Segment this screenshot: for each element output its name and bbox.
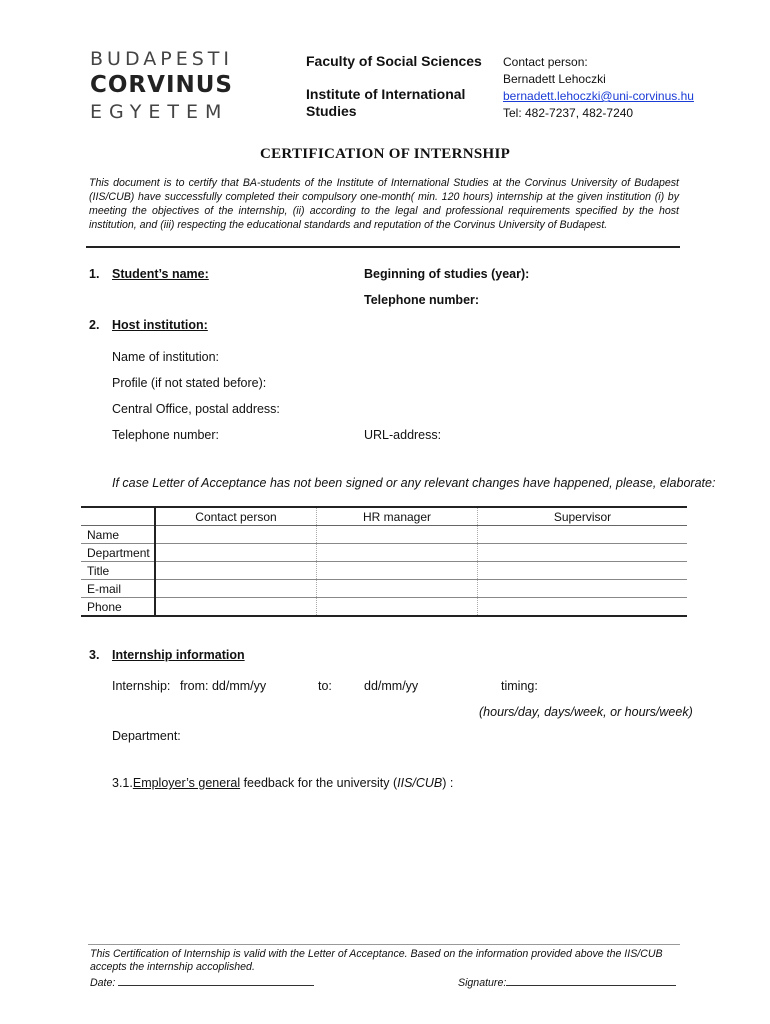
table-header-row xyxy=(81,507,687,526)
internship-to-date: dd/mm/yy xyxy=(364,679,419,693)
table-cell-input[interactable] xyxy=(478,580,688,598)
table-cell-input[interactable] xyxy=(155,562,317,580)
feedback-italic: IIS/CUB xyxy=(397,776,443,790)
table-row xyxy=(81,562,687,580)
validity-note: This Certification of Internship is valid with the Letter of Acceptance. Based on the information provided above the IIS/CUB accepts the internship accoplished. xyxy=(90,948,663,973)
table-cell-input[interactable] xyxy=(478,526,688,544)
institute-name-line2: Studies xyxy=(306,103,357,119)
contacts-table xyxy=(81,506,687,617)
contact-name: Bernadett Lehoczki xyxy=(503,72,606,86)
row-label: E-mail xyxy=(81,580,155,598)
table-header-cell xyxy=(81,507,155,526)
table-cell-input[interactable] xyxy=(317,562,478,580)
feedback-mid: feedback for the university ( xyxy=(240,776,398,790)
table-cell-input[interactable] xyxy=(155,544,317,562)
table-row xyxy=(81,580,687,598)
student-name-label: Student’s name: xyxy=(112,267,209,281)
section1-number: 1. xyxy=(89,267,100,281)
footer-divider xyxy=(88,944,680,945)
faculty-name: Faculty of Social Sciences xyxy=(306,53,482,69)
row-label: Department xyxy=(81,544,155,562)
beginning-of-studies-label: Beginning of studies (year): xyxy=(364,267,530,281)
table-cell-input[interactable] xyxy=(317,544,478,562)
employer-feedback-label xyxy=(112,776,453,790)
signature-field[interactable] xyxy=(506,974,676,986)
timing-label: timing: xyxy=(501,679,538,693)
logo-line-corvinus: CORVINUS xyxy=(90,72,233,98)
internship-from-date: from: dd/mm/yy xyxy=(180,679,267,693)
table-cell-input[interactable] xyxy=(317,580,478,598)
institution-name-label: Name of institution: xyxy=(112,350,219,364)
table-cell-input[interactable] xyxy=(155,526,317,544)
section3-number: 3. xyxy=(89,648,100,662)
institution-profile-label: Profile (if not stated before): xyxy=(112,376,267,390)
timing-hint: (hours/day, days/week, or hours/week) xyxy=(479,705,693,719)
document-title: CERTIFICATION OF INTERNSHIP xyxy=(259,146,511,162)
table-row xyxy=(81,544,687,562)
table-header-cell: Contact person xyxy=(155,507,317,526)
feedback-end: ) : xyxy=(442,776,454,790)
host-institution-heading: Host institution: xyxy=(112,318,208,332)
date-field[interactable] xyxy=(118,974,314,986)
table-cell-input[interactable] xyxy=(478,544,688,562)
table-row xyxy=(81,598,687,617)
internship-to-label: to: xyxy=(318,679,332,693)
table-header-cell: HR manager xyxy=(317,507,478,526)
internship-department-label: Department: xyxy=(112,729,181,743)
contact-telephone: Tel: 482-7237, 482-7240 xyxy=(503,106,634,120)
internship-label: Internship: xyxy=(112,679,171,693)
section2-number: 2. xyxy=(89,318,100,332)
section-divider xyxy=(86,246,680,248)
date-label: Date: xyxy=(90,977,116,989)
table-cell-input[interactable] xyxy=(155,598,317,617)
table-header-cell: Supervisor xyxy=(478,507,688,526)
internship-information-heading: Internship information xyxy=(112,648,245,662)
table-cell-input[interactable] xyxy=(317,526,478,544)
footer-block xyxy=(90,948,690,988)
acceptance-changes-note: If case Letter of Acceptance has not been signed or any relevant changes have happened, please, elaborate: xyxy=(112,476,716,490)
logo-line-budapesti: BUDAPESTI xyxy=(90,48,233,70)
logo-line-egyetem: EGYETEM xyxy=(90,101,229,123)
table-row xyxy=(81,526,687,544)
table-cell-input[interactable] xyxy=(317,598,478,617)
institute-name-line1: Institute of International xyxy=(306,86,466,102)
row-label: Phone xyxy=(81,598,155,617)
table-cell-input[interactable] xyxy=(155,580,317,598)
contact-label: Contact person: xyxy=(503,55,588,69)
signature-label: Signature: xyxy=(458,977,507,989)
url-address-label: URL-address: xyxy=(364,428,442,442)
row-label: Name xyxy=(81,526,155,544)
table-cell-input[interactable] xyxy=(478,598,688,617)
intro-paragraph: This document is to certify that BA-students of the Institute of International Studies at the Corvinus University of Budapest (IIS/CUB) have successfully completed their compulsory one-month( min. 120 hours) internship at the given institution (i) by meeting the objectives of the internship, (ii) according to the legal and professional requirements specified by the host institution, and (iii) respecting the educational standards and reputation of the Corvinus University of Budapest. xyxy=(89,177,679,231)
feedback-underlined: Employer’s general xyxy=(132,776,241,790)
table-cell-input[interactable] xyxy=(478,562,688,580)
student-telephone-label: Telephone number: xyxy=(364,293,480,307)
feedback-prefix: 3.1. xyxy=(112,776,133,790)
central-office-label: Central Office, postal address: xyxy=(112,402,280,416)
contact-email-link[interactable]: bernadett.lehoczki@uni-corvinus.hu xyxy=(503,89,694,103)
row-label: Title xyxy=(81,562,155,580)
institution-telephone-label: Telephone number: xyxy=(112,428,220,442)
